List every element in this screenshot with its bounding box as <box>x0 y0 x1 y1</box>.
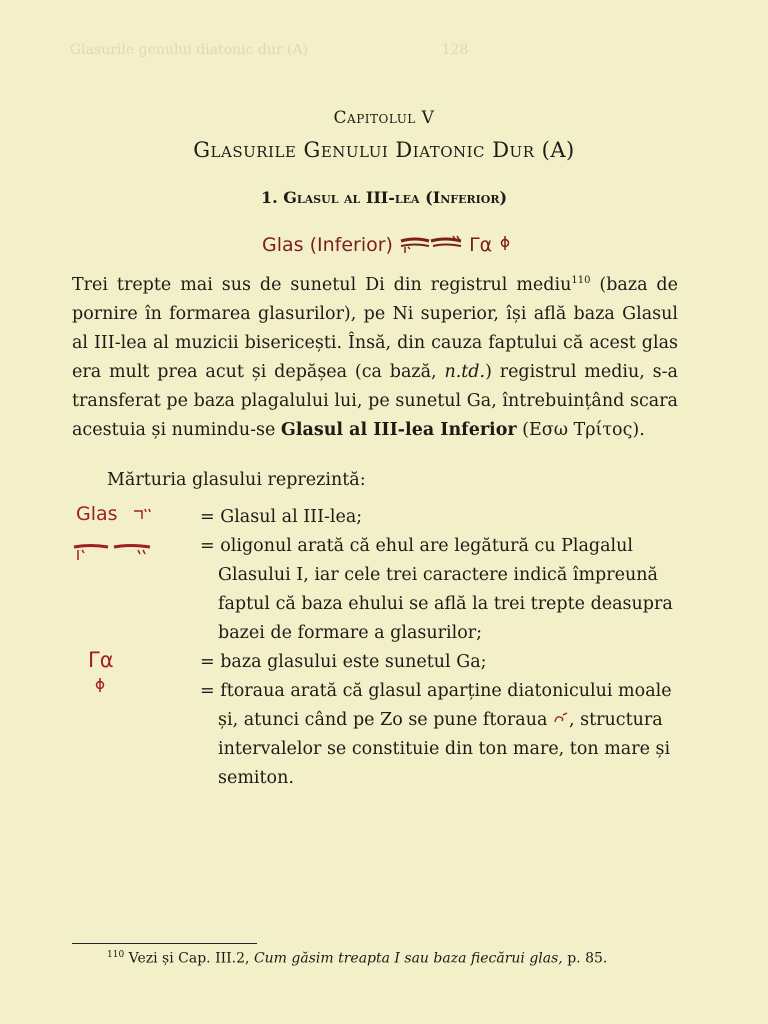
glas-base: Γα <box>469 234 493 256</box>
paragraph-bold-name: Glasul al III-lea Inferior <box>280 419 517 440</box>
ftora-icon <box>498 234 512 257</box>
glas-signature <box>262 232 512 259</box>
footnote-text-b: p. 85. <box>562 950 608 967</box>
chapter-title: Glasurile Genului Diatonic Dur (A) <box>193 138 575 162</box>
paragraph-part2: (baza de pornire în formarea glasurilor), pe Ni superior, își află baza Glasul al III-lea al muzicii bisericești. Însă, din cauza faptului că acest glas era mult prea acut și depășea (ca bază, <box>72 274 678 382</box>
bleed-through-text <box>70 830 74 846</box>
main-paragraph <box>72 266 678 445</box>
footnote <box>107 950 607 967</box>
def-text-oligon: = oligonul arată că ehul are legătură cu Plagalul Glasului I, iar cele trei caractere indică împreună faptul că baza ehului se află la trei trepte deasupra bazei de formare a glasurilor; <box>200 536 673 643</box>
section-heading: 1. Glasul al III-lea (Inferior) <box>260 188 508 207</box>
footnote-rule <box>72 943 257 944</box>
chapter-heading: Capitolul V <box>333 108 435 128</box>
def-row-ftora <box>200 677 678 793</box>
ftora-zo-icon <box>553 711 569 725</box>
glas-inferior: (Inferior) <box>309 234 393 256</box>
footnote-italic: Cum găsim treapta I sau baza fiecărui glas, <box>253 950 563 967</box>
ftora-label-icon <box>93 676 107 698</box>
def-label-glas: Glas <box>76 503 154 525</box>
paragraph-part3: ) registrul mediu, s-a transferat pe baza plagalului lui, pe sunetul Ga, întrebuințând scara acestuia și numindu-se <box>72 361 678 440</box>
paragraph-part4: (Εσω Τρίτος). <box>516 419 645 440</box>
bleed-through-header: Glasurile genului diatonic dur (A) 128 <box>70 42 469 58</box>
oligon-label-icon <box>72 538 152 566</box>
def-label-ga: Γα <box>88 648 114 672</box>
def-text-ftora: = ftoraua arată că glasul aparține diatonicului moale și, atunci când pe Zo se pune ftoraua , structura intervalelor se constituie din ton mare, ton mare și semiton. <box>200 681 672 788</box>
footnote-number: 110 <box>107 950 125 960</box>
def-text-glas: = Glasul al III-lea; <box>200 507 363 527</box>
paragraph-part1: Trei trepte mai sus de sunetul Di din registrul mediu <box>72 274 572 295</box>
footnote-ref: 110 <box>571 275 591 286</box>
oligon-icon <box>399 232 463 259</box>
def-row-glas <box>200 503 678 532</box>
paragraph-ntd: n.td. <box>444 361 486 382</box>
marturia-intro: Mărturia glasului reprezintă: <box>107 470 366 490</box>
def-text-ga: = baza glasului este sunetul Ga; <box>200 652 487 672</box>
footnote-text-a: Vezi și Cap. III.2, <box>124 950 254 967</box>
glas-label: Glas <box>262 234 304 256</box>
def-row-ga <box>200 648 678 677</box>
def-row-oligon <box>200 532 678 648</box>
